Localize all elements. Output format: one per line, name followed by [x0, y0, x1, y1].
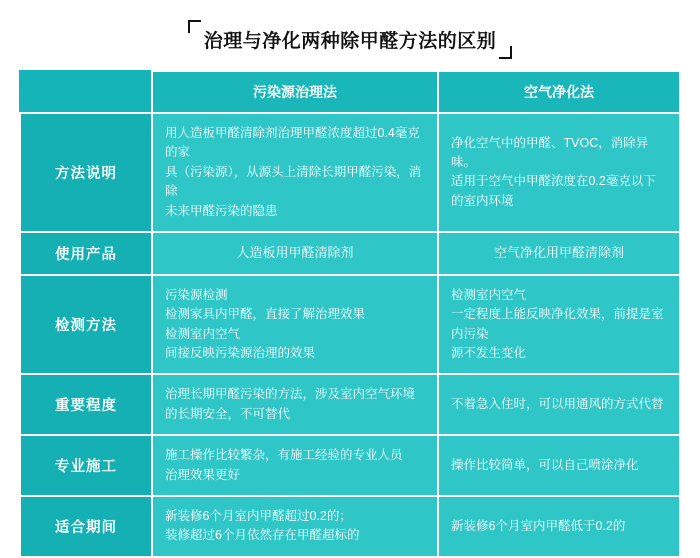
table-header-row: [20, 71, 680, 113]
cell-line: 用人造板甲醛清除剂治理甲醛浓度超过0.4毫克的家: [165, 126, 420, 160]
row-label-products: 使用产品: [20, 232, 152, 275]
cell-suitable-period-treatment: [152, 496, 438, 557]
cell-products-treatment: [152, 232, 438, 275]
cell-line: 不着急入住时，可以用通风的方式代替: [451, 397, 664, 412]
row-label-detection-method: 检测方法: [20, 275, 152, 375]
cell-line: 空气净化用甲醛清除剂: [493, 245, 624, 261]
cell-line: 操作比较简单，可以自己喷涂净化: [451, 457, 639, 472]
row-label-professional-construction: 专业施工: [20, 435, 152, 496]
table-row: [20, 232, 680, 275]
cell-method-description-treatment: [152, 113, 438, 232]
row-label-suitable-period: 适合期间: [20, 496, 152, 557]
cell-line: 施工操作比较繁杂，有施工经验的专业人员: [165, 448, 403, 463]
title-container: [0, 0, 700, 60]
cell-line: 的长期安全，不可替代: [165, 406, 291, 421]
table-row: [20, 374, 680, 435]
cell-line: 间接反映污染源治理的效果: [165, 346, 316, 360]
table-row: [20, 435, 680, 496]
cell-line: 装修超过6个月依然存在甲醛超标的: [165, 528, 360, 543]
cell-line: 检测家具内甲醛，直接了解治理效果: [165, 307, 366, 322]
cell-line: 治理长期甲醛污染的方法，涉及室内空气环境: [165, 387, 416, 402]
cell-line: 人造板用甲醛清除剂: [236, 245, 354, 261]
cell-line: 源不发生变化: [451, 346, 527, 360]
cell-suitable-period-purification: [438, 496, 680, 557]
comparison-table: [19, 70, 681, 558]
cell-line: 净化空气中的甲醛、TVOC，消除异味。: [451, 135, 649, 170]
cell-line: 治理效果更好: [165, 467, 241, 482]
cell-professional-construction-treatment: [152, 435, 438, 496]
cell-line: 未来甲醛污染的隐患: [165, 203, 278, 218]
cell-professional-construction-purification: [438, 435, 680, 496]
table-corner-cell: [20, 71, 152, 113]
table-row: [20, 496, 680, 557]
cell-line: 新装修6个月室内甲醛低于0.2的: [451, 518, 626, 533]
cell-line: 检测室内空气: [165, 326, 241, 341]
cell-method-description-purification: [438, 113, 680, 232]
row-label-method-description: 方法说明: [20, 113, 152, 232]
table-row: [20, 113, 680, 232]
cell-line: 污染源检测: [165, 287, 228, 302]
cell-line: 新装修6个月室内甲醛超过0.2的；: [165, 508, 352, 523]
cell-products-purification: [438, 232, 680, 275]
cell-line: 具（污染源），从源头上清除长期甲醛污染，消除: [165, 164, 422, 199]
cell-line: 适用于空气中甲醛浓度在0.2毫克以下的室内环境: [451, 174, 656, 208]
cell-importance-purification: [438, 374, 680, 435]
cell-line: 一定程度上能反映净化效果，前提是室内污染: [451, 307, 664, 341]
page-title: 治理与净化两种除甲醛方法的区别: [190, 26, 511, 53]
row-label-importance: 重要程度: [20, 374, 152, 435]
cell-line: 检测室内空气: [451, 287, 527, 302]
column-header-2: 空气净化法: [438, 71, 680, 113]
cell-importance-treatment: [152, 374, 438, 435]
cell-detection-method-treatment: [152, 275, 438, 375]
cell-detection-method-purification: [438, 275, 680, 375]
column-header-1: 污染源治理法: [152, 71, 438, 113]
table-row: [20, 275, 680, 375]
